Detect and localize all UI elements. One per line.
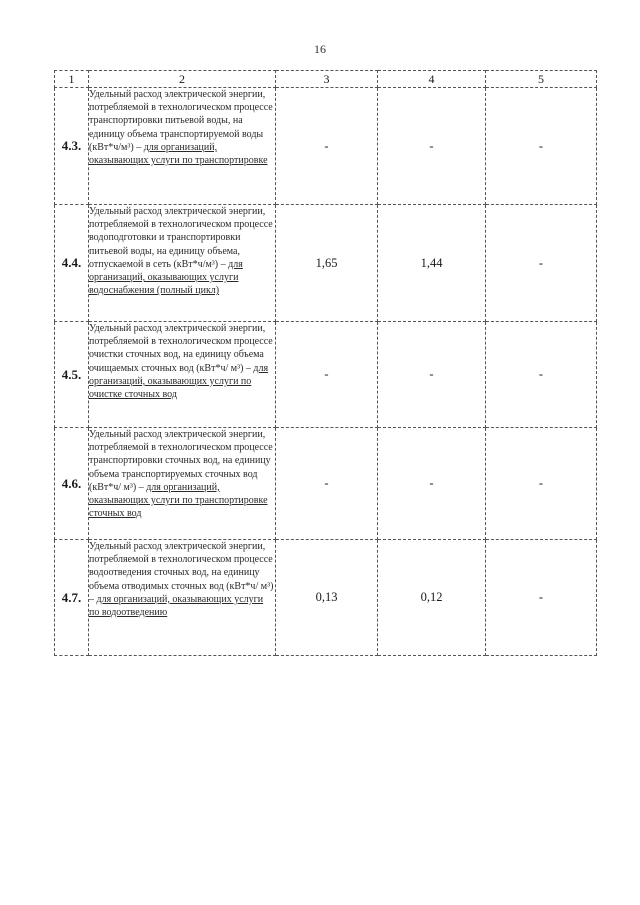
indicators-table — [54, 70, 597, 656]
description-scope: для организаций, оказывающих услуги по очистке сточных вод — [89, 362, 269, 401]
value-col4: 1,44 — [378, 205, 486, 322]
value-col3: 1,65 — [276, 205, 378, 322]
row-number: 4.5. — [55, 322, 89, 428]
description-scope: для организаций, оказывающих услуги по транспортировке — [89, 141, 268, 167]
header-cell-2: 2 — [89, 71, 276, 88]
description-scope: для организаций, оказывающих услуги по транспортировке сточных вод — [89, 481, 268, 520]
value-col5: - — [486, 428, 597, 540]
header-cell-4: 4 — [378, 71, 486, 88]
row-description — [89, 322, 276, 428]
row-description — [89, 88, 276, 205]
table-row-4-5 — [55, 322, 597, 428]
value-col3: - — [276, 88, 378, 205]
value-col4: - — [378, 428, 486, 540]
table-row-4-3 — [55, 88, 597, 205]
description-text: Удельный расход электрической энергии, потребляемой в технологическом процессе транспортировки сточных вод, на единицу объема транспортируемых сточных вод (кВт*ч/ м³) – — [89, 429, 273, 493]
row-description — [89, 540, 276, 656]
row-number: 4.7. — [55, 540, 89, 656]
value-col3: - — [276, 428, 378, 540]
description-text: Удельный расход электрической энергии, потребляемой в технологическом процессе водоподготовки и транспортировки питьевой воды, на единицу объема, отпускаемой в сеть (кВт*ч/м³) – — [89, 206, 273, 270]
table-row-4-4 — [55, 205, 597, 322]
header-cell-5: 5 — [486, 71, 597, 88]
header-cell-3: 3 — [276, 71, 378, 88]
value-col4: - — [378, 88, 486, 205]
row-number: 4.4. — [55, 205, 89, 322]
value-col3: 0,13 — [276, 540, 378, 656]
description-text: Удельный расход электрической энергии, потребляемой в технологическом процессе транспортировки питьевой воды, на единицу объема транспортируемой воды (кВт*ч/м³) – — [89, 89, 273, 153]
description-scope: для организаций, оказывающих услуги по водоотведению — [89, 593, 264, 619]
value-col3: - — [276, 322, 378, 428]
value-col5: - — [486, 205, 597, 322]
header-row — [55, 71, 597, 88]
row-number: 4.3. — [55, 88, 89, 205]
value-col5: - — [486, 88, 597, 205]
row-description — [89, 205, 276, 322]
page-number: 16 — [314, 42, 326, 56]
description-text: Удельный расход электрической энергии, потребляемой в технологическом процессе очистки сточных вод, на единицу объема очищаемых сточных вод (кВт*ч/ м³) – — [89, 323, 273, 374]
value-col5: - — [486, 322, 597, 428]
description-text: Удельный расход электрической энергии, потребляемой в технологическом процессе водоотведения сточных вод, на единицу объема отводимых сточных вод (кВт*ч/ м³) – — [89, 541, 274, 605]
value-col4: 0,12 — [378, 540, 486, 656]
table-row-4-7 — [55, 540, 597, 656]
header-cell-1: 1 — [55, 71, 89, 88]
row-description — [89, 428, 276, 540]
table-row-4-6 — [55, 428, 597, 540]
value-col4: - — [378, 322, 486, 428]
row-number: 4.6. — [55, 428, 89, 540]
value-col5: - — [486, 540, 597, 656]
description-scope: для организаций, оказывающих услуги водоснабжения (полный цикл) — [89, 258, 243, 297]
